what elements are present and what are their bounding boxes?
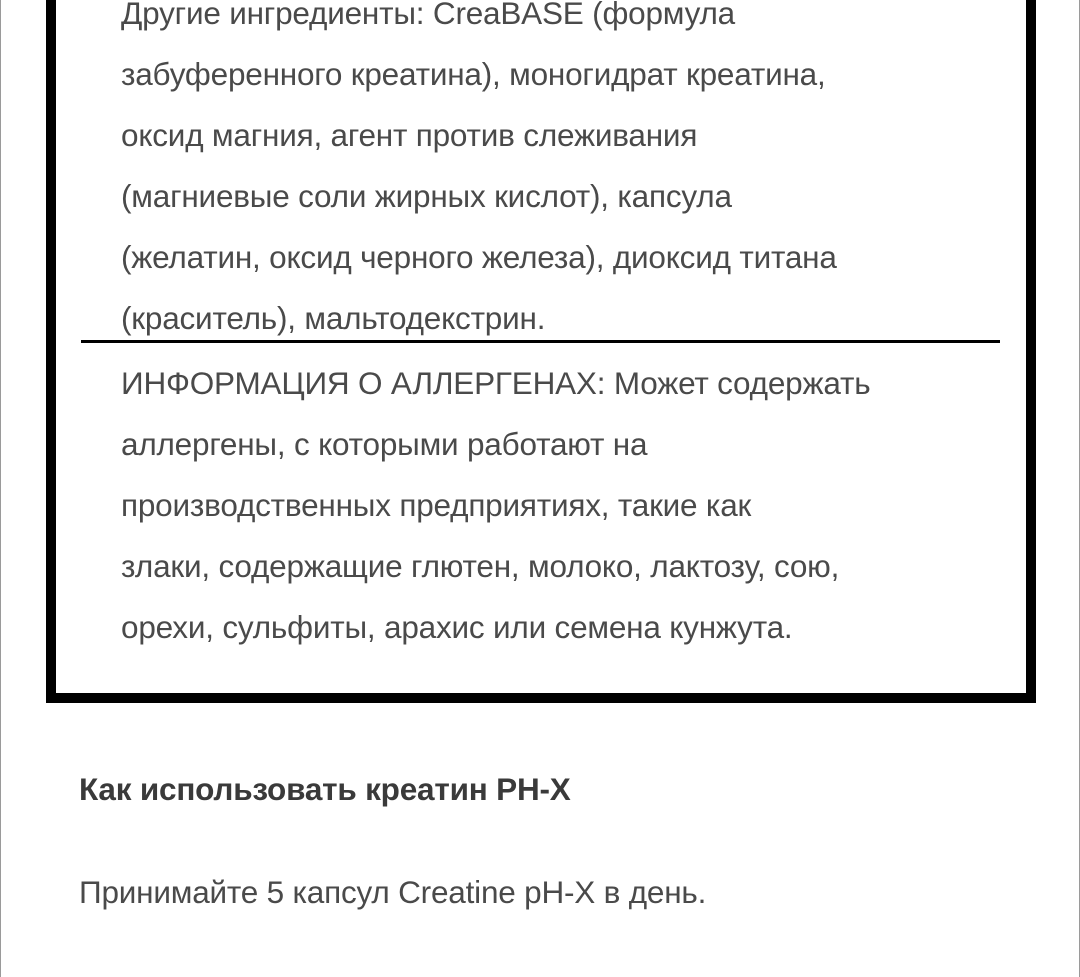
ingredients-line: (желатин, оксид черного железа), диоксид титана: [121, 239, 837, 275]
ingredients-line: (краситель), мальтодекстрин.: [121, 300, 546, 336]
allergens-line: производственных предприятиях, такие как: [121, 487, 752, 523]
allergen-info-paragraph: [121, 353, 1001, 658]
supplement-label-box: [46, 0, 1036, 703]
usage-instructions: Принимайте 5 капсул Creatine pH-X в день.: [79, 874, 707, 910]
allergens-line: орехи, сульфиты, арахис или семена кунжута.: [121, 609, 793, 645]
label-divider: [81, 340, 1000, 343]
allergens-line: злаки, содержащие глютен, молоко, лактозу, сою,: [121, 548, 840, 584]
ingredients-line: оксид магния, агент против слеживания: [121, 117, 698, 153]
ingredients-line: (магниевые соли жирных кислот), капсула: [121, 178, 732, 214]
allergens-line: аллергены, с которыми работают на: [121, 426, 648, 462]
ingredients-line: Другие ингредиенты: CreaBASE (формула: [121, 0, 735, 31]
usage-heading: Как использовать креатин PH-X: [79, 771, 571, 807]
other-ingredients-paragraph: [121, 0, 1001, 349]
ingredients-line: забуференного креатина), моногидрат креатина,: [121, 56, 826, 92]
allergens-line: ИНФОРМАЦИЯ О АЛЛЕРГЕНАХ: Может содержать: [121, 365, 871, 401]
